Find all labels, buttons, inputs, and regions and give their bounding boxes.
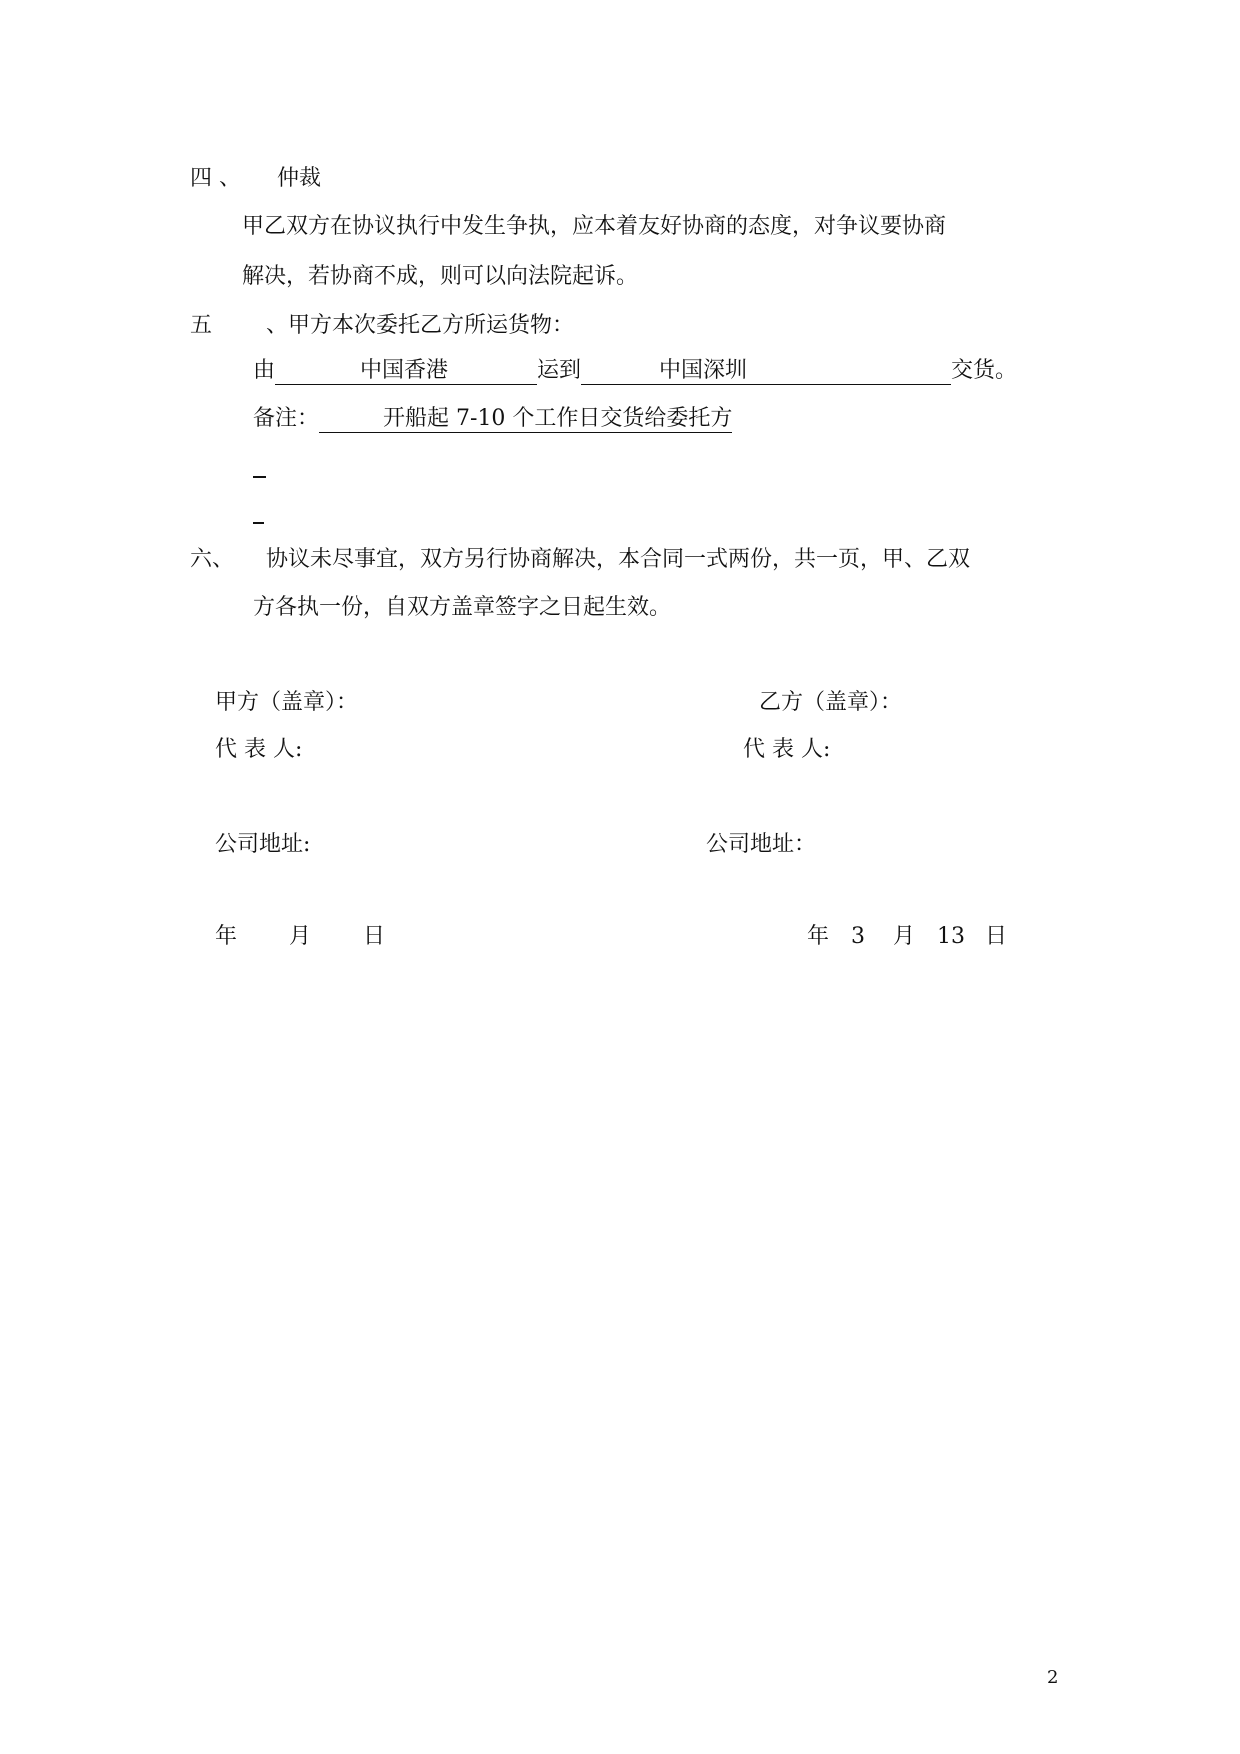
remark-label: 备注：: [253, 406, 320, 431]
section6-number: 六、: [190, 547, 235, 572]
party-b-date: [807, 922, 1007, 952]
page-number: 2: [1047, 1667, 1059, 1688]
party-a-day-label: 日: [363, 924, 386, 949]
section4-body-line1: 甲乙双方在协议执行中发生争执，应本着友好协商的态度，对争议要协商: [242, 214, 947, 239]
party-b-rep-label: 代 表 人:: [743, 737, 831, 762]
section5-title: 、甲方本次委托乙方所运货物：: [266, 313, 575, 338]
from-value: 中国香港: [275, 358, 537, 385]
party-a-address-label: 公司地址:: [215, 832, 311, 857]
section4-body-line2: 解决，若协商不成，则可以向法院起诉。: [242, 264, 639, 289]
party-b-month-label: 月: [893, 924, 916, 949]
section5-heading: [190, 311, 574, 341]
party-a-date: [215, 922, 385, 952]
section6-line1: [190, 545, 970, 575]
section4-title: 仲裁: [277, 166, 322, 191]
section4-heading: [190, 164, 321, 194]
blank-underline-1: [253, 476, 266, 478]
party-b-day-label: 日: [985, 924, 1008, 949]
blank-underline-2: [253, 522, 264, 524]
remark-line: [253, 404, 732, 434]
section6-body-line2: 方各执一份，自双方盖章签字之日起生效。: [253, 595, 672, 620]
shipping-route-line: [253, 356, 1017, 386]
party-a-month-label: 月: [289, 924, 312, 949]
section6-body-line1: 协议未尽事宜，双方另行协商解决，本合同一式两份，共一页，甲、乙双: [266, 547, 971, 572]
party-b-seal-label: 乙方（盖章）：: [759, 690, 903, 715]
remark-value: 开船起 7-10 个工作日交货给委托方: [319, 406, 732, 433]
party-a-year-label: 年: [215, 924, 238, 949]
party-b-address-label: 公司地址：: [706, 832, 817, 857]
party-a-seal-label: 甲方（盖章）：: [215, 690, 359, 715]
to-label: 运到: [537, 358, 582, 383]
party-b-day-value: 13: [937, 924, 966, 949]
party-b-year-label: 年: [807, 924, 830, 949]
to-value: 中国深圳: [581, 358, 951, 385]
section4-number: 四 、: [190, 166, 241, 191]
party-b-month-value: 3: [851, 924, 866, 949]
section5-number: 五: [190, 313, 213, 338]
from-label: 由: [253, 358, 276, 383]
party-a-rep-label: 代 表 人:: [215, 737, 303, 762]
delivery-label: 交货。: [951, 358, 1018, 383]
